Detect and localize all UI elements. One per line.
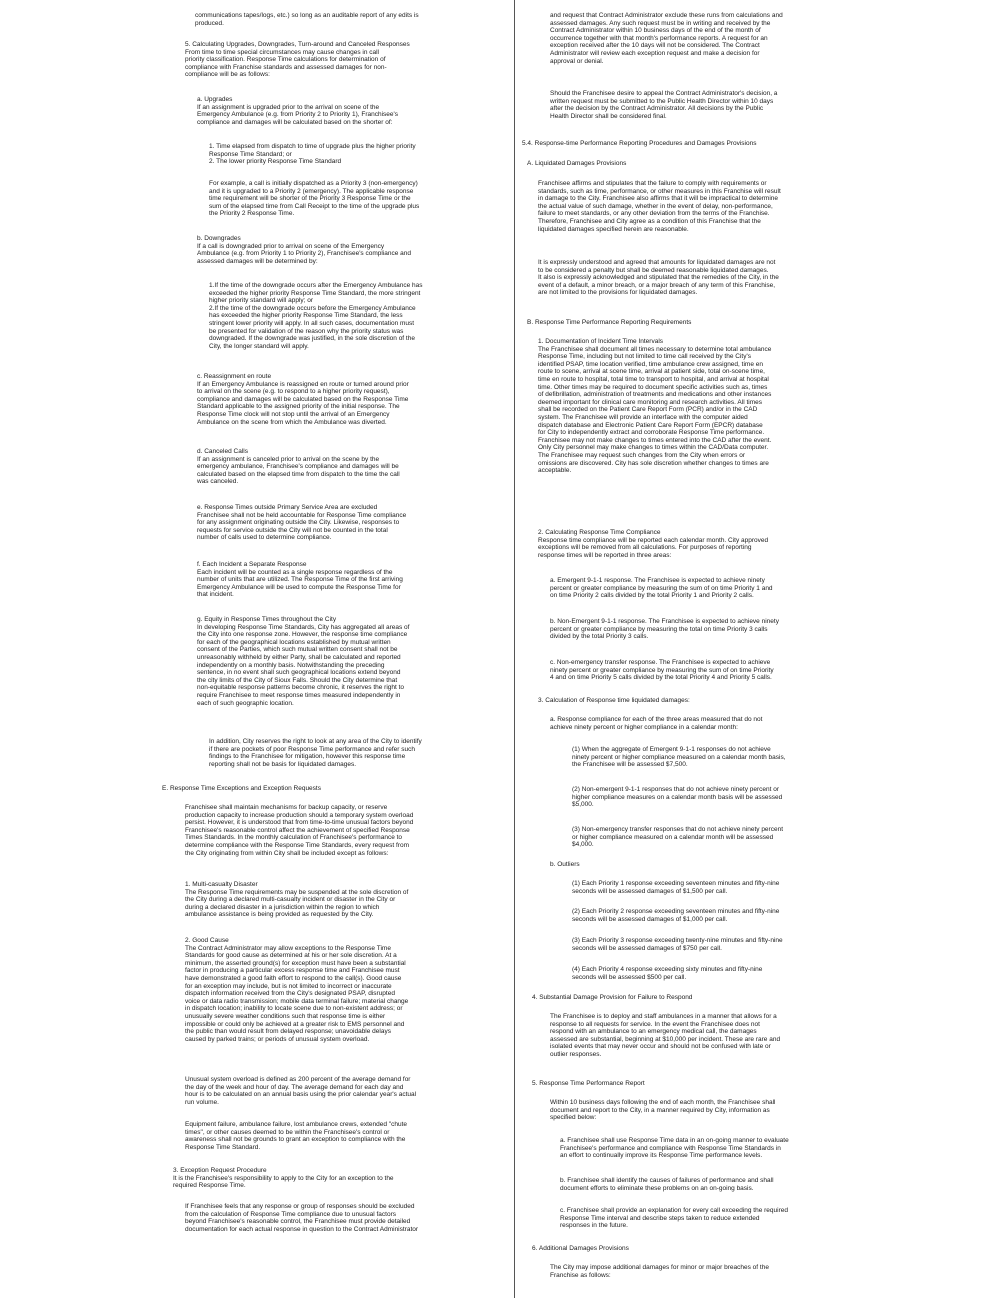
item-e-outside-area: e. Response Times outside Primary Service Area are excluded Franchisee shall not be held accountable for Response Time compliance for any assignment originating outside the City. Likewise, responses to requests for service outside the City will not be counted in the total number of calls used to determine compliance. [197,504,407,542]
item-2-good-cause: 2. Good Cause The Contract Administrator may allow exceptions to the Response Time Standards for good cause as determined at his or her sole discretion. At a minimum, the asserted ground(s) for exception must have been a substantial factor in producing a particular excess response time and Franchisee must have demonstrated a good faith effort to respond to the call(s). Good cause for an exception may include, but is not limited to incorrect or inaccurate dispatch information received from the City's designated PSAP, disrupted voice or data radio transmission; mobile data terminal failure; material change in dispatch location; inability to locate scene due to non-existent address; or unusually severe weather conditions such that response time is either impossible or could only be achieved at a greater risk to EMS personnel and the public than would result from delayed response; unavoidable delays caused by parked trains; or periods of unusual system overload. [185,937,409,1043]
right-column [522,0,857,1298]
left-column [162,0,510,1298]
column-divider [514,0,515,1298]
upgrade-example: For example, a call is initially dispatched as a Priority 3 (non-emergency) and it is upgraded to a Priority 2 (emergency). The applicable response time requirement will be shorter of the Priority 3 Response Time or the sum of the elapsed time from Call Receipt to the time of the upgrade plus the Priority 2 Response Time. [209,180,420,218]
item-3-exception-procedure: 3. Exception Request Procedure It is the Franchisee's responsibility to apply to the City for an exception to the required Response Time. [173,1167,394,1190]
compliance-intro: a. Response compliance for each of the three areas measured that do not achieve ninety percent or higher compliance in a calendar month: [550,716,763,731]
additional-damages-text: The City may impose additional damages for minor or major breaches of the Franchise as follows: [550,1264,769,1279]
equity-addition: In addition, City reserves the right to look at any area of the City to identify if there are pockets of poor Response Time performance and refer such findings to the Franchisee for mitigation, however this response time reporting shall not be basis for liquidated damages. [209,738,422,768]
report-item-c: c. Franchisee shall provide an explanation for every call exceeding the required Response Time interval and describe steps taken to reduce extended responses in the future. [560,1207,788,1230]
outlier-priority-4: (4) Each Priority 4 response exceeding sixty minutes and fifty-nine seconds will be assessed $500 per call. [572,966,763,981]
item-c-transfer: c. Non-emergency transfer response. The Franchisee is expected to achieve ninety percent or greater compliance by measuring the sum of on time Priority 4 and on time Priority 5 calls divided by the total Priority 4 and Priority 5 calls. [550,659,774,682]
item-f-separate-response: f. Each Incident a Separate Response Each incident will be counted as a single response regardless of the number of units that are utilized. The Response Time of the first arriving Emergency Ambulance will be used to compute the Response Time for that incident. [197,561,403,599]
item-a-upgrades: a. Upgrades If an assignment is upgraded prior to the arrival on scene of the Emergency Ambulance (e.g. from Priority 2 to Priority 1), Franchisee's compliance and damages will be calculated based on the shorter of: [197,96,399,126]
paragraph-continuation: communications tapes/logs, etc.) so long as an auditable report of any edits is produced. [195,12,419,27]
item-2-calculating-compliance: 2. Calculating Response Time Compliance Response time compliance will be reported each calendar month. City approved exceptions will be removed from all calculations. For purposes of reporting response times will be reported in three areas: [538,529,769,559]
liquidated-damages-understood: It is expressly understood and agreed that amounts for liquidated damages are not to be considered a penalty but shall be deemed reasonable liquidated damages. It also is expressly acknowledged and stipulated that the remedies of the City, in the event of a default, a minor breach, or a major breach of any term of this Franchise, are not limited to the provisions for liquidated damages. [538,259,779,297]
item-b-outliers: b. Outliers [550,861,580,868]
section-e-heading: E. Response Time Exceptions and Exception Requests [162,785,321,792]
section-a-heading: A. Liquidated Damages Provisions [527,160,627,167]
report-item-b: b. Franchisee shall identify the causes of failures of performance and shall document efforts to eliminate these problems on an on-going basis. [560,1177,774,1192]
exception-request-cont: and request that Contract Administrator exclude these runs from calculations and assessed damages. Any such request must be in writing and received by the Contract Administrator within 10 business days of the end of the month of occurrence together with that month's performance reports. A request for an exception received after the 10 days will not be considered. The Contract Administrator will review each exception request and make a decision for approval or denial. [550,12,783,65]
section-b-heading: B. Response Time Performance Reporting Requirements [527,319,692,326]
item-d-canceled-calls: d. Canceled Calls If an assignment is canceled prior to arrival on the scene by the emergency ambulance, Franchisee's compliance and damages will be calculated based on the elapsed time from dispatch to the time the call was canceled. [197,448,400,486]
item-1-documentation: 1. Documentation of Incident Time Intervals The Franchisee shall document all times necessary to determine total ambulance Response Time, including but not limited to time call received by the City's identified PSAP, time location verified, time ambulance crew assigned, time en route to scene, arrival at scene time, arrival at patient side, total on-scene time, time en route to hospital, total time to transport to hospital, and arrival at hospital time. Other times may be required to document specific activities such as, times of defibrillation, administration of treatments and medications and other instances deemed important for clinical care monitoring and research activities. All times shall be recorded on the Patient Care Report Form (PCR) and/or in the CAD system. The Franchisee will provide an interface with the computer aided dispatch database and Electronic Patient Care Report Form (EPCR) database for City to independently extract and corroborate Response Time performance. Franchisee may not make changes to times entered into the CAD after the event. Only City personnel may make changes to times within the CAD/Data computer. The Franchisee may request such changes from the City when errors or omissions are discovered. City has sole discretion whether changes to times are acceptable. [538,338,772,475]
damage-transfer: (3) Non-emergency transfer responses that do not achieve ninety percent or higher compliance measured on a calendar month will be assessed $4,000. [572,826,784,849]
outlier-priority-2: (2) Each Priority 2 response exceeding seventeen minutes and fifty-nine seconds will be assessed damages of $1,000 per call. [572,908,780,923]
item-c-reassignment: c. Reassignment en route If an Emergency Ambulance is reassigned en route or turned around prior to arrival on the scene (e.g. to respond to a higher priority request), compliance and damages will be calculated based on the Response Time Standard applicable to the assigned priority of the initial response. The Response Time clock will not stop until the arrival of an Emergency Ambulance on the scene from which the Ambulance was diverted. [197,373,409,426]
section-5-calculating: 5. Calculating Upgrades, Downgrades, Turn-around and Canceled Responses From time to time special circumstances may cause changes in call priority classification. Response Time calculations for determination of compliance with Franchise standards and assessed damages for non- compliance will be as follows: [185,41,410,79]
item-1-multi-casualty: 1. Multi-casualty Disaster The Response Time requirements may be suspended at the sole discretion of the City during a declared multi-casualty incident or disaster in the City or during a declared disaster in a jurisdiction within the region to which ambulance assistance is being provided as requested by the City. [185,881,409,919]
section-5-4-heading: 5.4. Response-time Performance Reporting Procedures and Damages Provisions [522,140,757,147]
item-b-downgrades: b. Downgrades If a call is downgraded prior to arrival on scene of the Emergency Ambulance (e.g. from Priority 1 to Priority 2), Franchisee's compliance and assessed damages will be determined by: [197,235,412,265]
system-overload-definition: Unusual system overload is defined as 200 percent of the average demand for the day of the week and hour of day. The average demand for each day and hour is to be calculated on an annual basis using the prior calendar year's actual run volume. [185,1076,417,1106]
item-g-equity: g. Equity in Response Times throughout the City In developing Response Time Standards, City has aggregated all areas of the City into one response zone. However, the response time compliance for each of the geographical locations established by mutual written consent of the Parties, which such mutual written consent shall not be unreasonably withheld by either Party, shall be calculated and reported independently on a monthly basis. Notwithstanding the preceding sentence, in no event shall such geographical locations extend beyond the city limits of the City of Sioux Falls. Should the City determine that non-equitable response patterns become chronic, it reserves the right to require Franchisee to meet response times measured independently in each of such geographic location. [197,616,410,707]
liquidated-damages-affirm: Franchisee affirms and stipulates that the failure to comply with requirements or standards, such as time, performance, or other measures in this Franchise will result in damage to the City. Franchisee also affirms that it will be impractical to determine the actual value of such damage, whether in the event of delay, non-performance, failure to meet standards, or any other deviation from the terms of the Franchise. Therefore, Franchisee and City agree as a condition of this Franchise that the liquidated damages specified herein are reasonable. [538,180,781,233]
outlier-priority-3: (3) Each Priority 3 response exceeding twenty-nine minutes and fifty-nine seconds will be assessed damages of $750 per call. [572,937,783,952]
report-item-a: a. Franchisee shall use Response Time data in an on-going manner to evaluate Franchisee's performance and compliance with Response Time Standards in an effort to continually improve its Response Time performance levels. [560,1137,789,1160]
item-3-calculation: 3. Calculation of Response time liquidated damages: [538,697,690,704]
damage-emergent: (1) When the aggregate of Emergent 9-1-1 responses do not achieve ninety percent or higher compliance measured on a calendar month basis, the Franchisee will be assessed $7,500. [572,746,786,769]
upgrade-list: 1. Time elapsed from dispatch to time of upgrade plus the higher priority Response Time Standard; or 2. The lower priority Response Time Standard [209,143,416,166]
item-a-emergent: a. Emergent 9-1-1 response. The Franchisee is expected to achieve ninety percent or greater compliance by measuring the sum of on time Priority 1 and on time Priority 2 calls divided by the total Priority 1 and Priority 2 calls. [550,577,773,600]
outlier-priority-1: (1) Each Priority 1 response exceeding seventeen minutes and fifty-nine seconds will be assessed damages of $1,500 per call. [572,880,780,895]
item-6-additional-damages: 6. Additional Damages Provisions [532,1245,629,1252]
appeal-paragraph: Should the Franchisee desire to appeal the Contract Administrator's decision, a written request must be submitted to the Public Health Director within 10 days after the decision by the Contract Administrator. All decisions by the Public Health Director shall be considered final. [550,90,778,120]
substantial-damage-text: The Franchisee is to deploy and staff ambulances in a manner that allows for a response to all requests for service. In the event the Franchisee does not respond with an ambulance to an emergency medical call, the damages assessed are substantial, beginning at $10,000 per incident. These are rare and isolated events that may never occur and should not be confused with late or outlier responses. [550,1013,781,1058]
performance-report-intro: Within 10 business days following the end of each month, the Franchisee shall document and report to the City, in a manner required by City, information as specified below: [550,1099,776,1122]
downgrade-rules: 1.If the time of the downgrade occurs after the Emergency Ambulance has exceeded the higher priority Response Time Standard, the more stringent higher priority standard will apply; or 2.If the time of the downgrade occurs before the Emergency Ambulance has exceeded the higher priority Response Time Standard, the less stringent lower priority will apply. In all such cases, documentation must be presented for validation of the reason why the priority status was downgraded. If the downgrade was justified, in the sole discretion of the City, the longer standard will apply. [209,282,423,350]
item-5-performance-report: 5. Response Time Performance Report [532,1080,645,1087]
item-b-non-emergent: b. Non-Emergent 9-1-1 response. The Franchisee is expected to achieve ninety percent or greater compliance by measuring the total on time Priority 3 calls divided by the total Priority 3 calls. [550,618,779,641]
damage-non-emergent: (2) Non-emergent 9-1-1 responses that do not achieve ninety percent or higher compliance measures on a calendar month basis will be assessed $5,000. [572,786,783,809]
exception-documentation: If Franchisee feels that any response or group of responses should be excluded from the calculation of Response Time compliance due to unusual factors beyond Franchisee's reasonable control, the Franchisee must provide detailed documentation for each actual response in question to the Contract Administrator [185,1203,419,1233]
item-4-substantial-damage: 4. Substantial Damage Provision for Failure to Respond [532,994,693,1001]
section-e-intro: Franchisee shall maintain mechanisms for backup capacity, or reserve production capacity to increase production should a temporary system overload persist. However, it is understood that from time-to-time unusual factors beyond Franchisee's reasonable control affect the achievement of specified Response Times Standards. In the monthly calculation of Franchisee's performance to determine compliance with the Response Time Standards, every request from the City originating from within City shall be included except as follows: [185,804,414,857]
equipment-failure-note: Equipment failure, ambulance failure, lost ambulance crews, extended "chute times", or other causes deemed to be within the Franchisee's control or awareness shall not be grounds to grant an exception to compliance with the Response Time Standard. [185,1121,407,1151]
